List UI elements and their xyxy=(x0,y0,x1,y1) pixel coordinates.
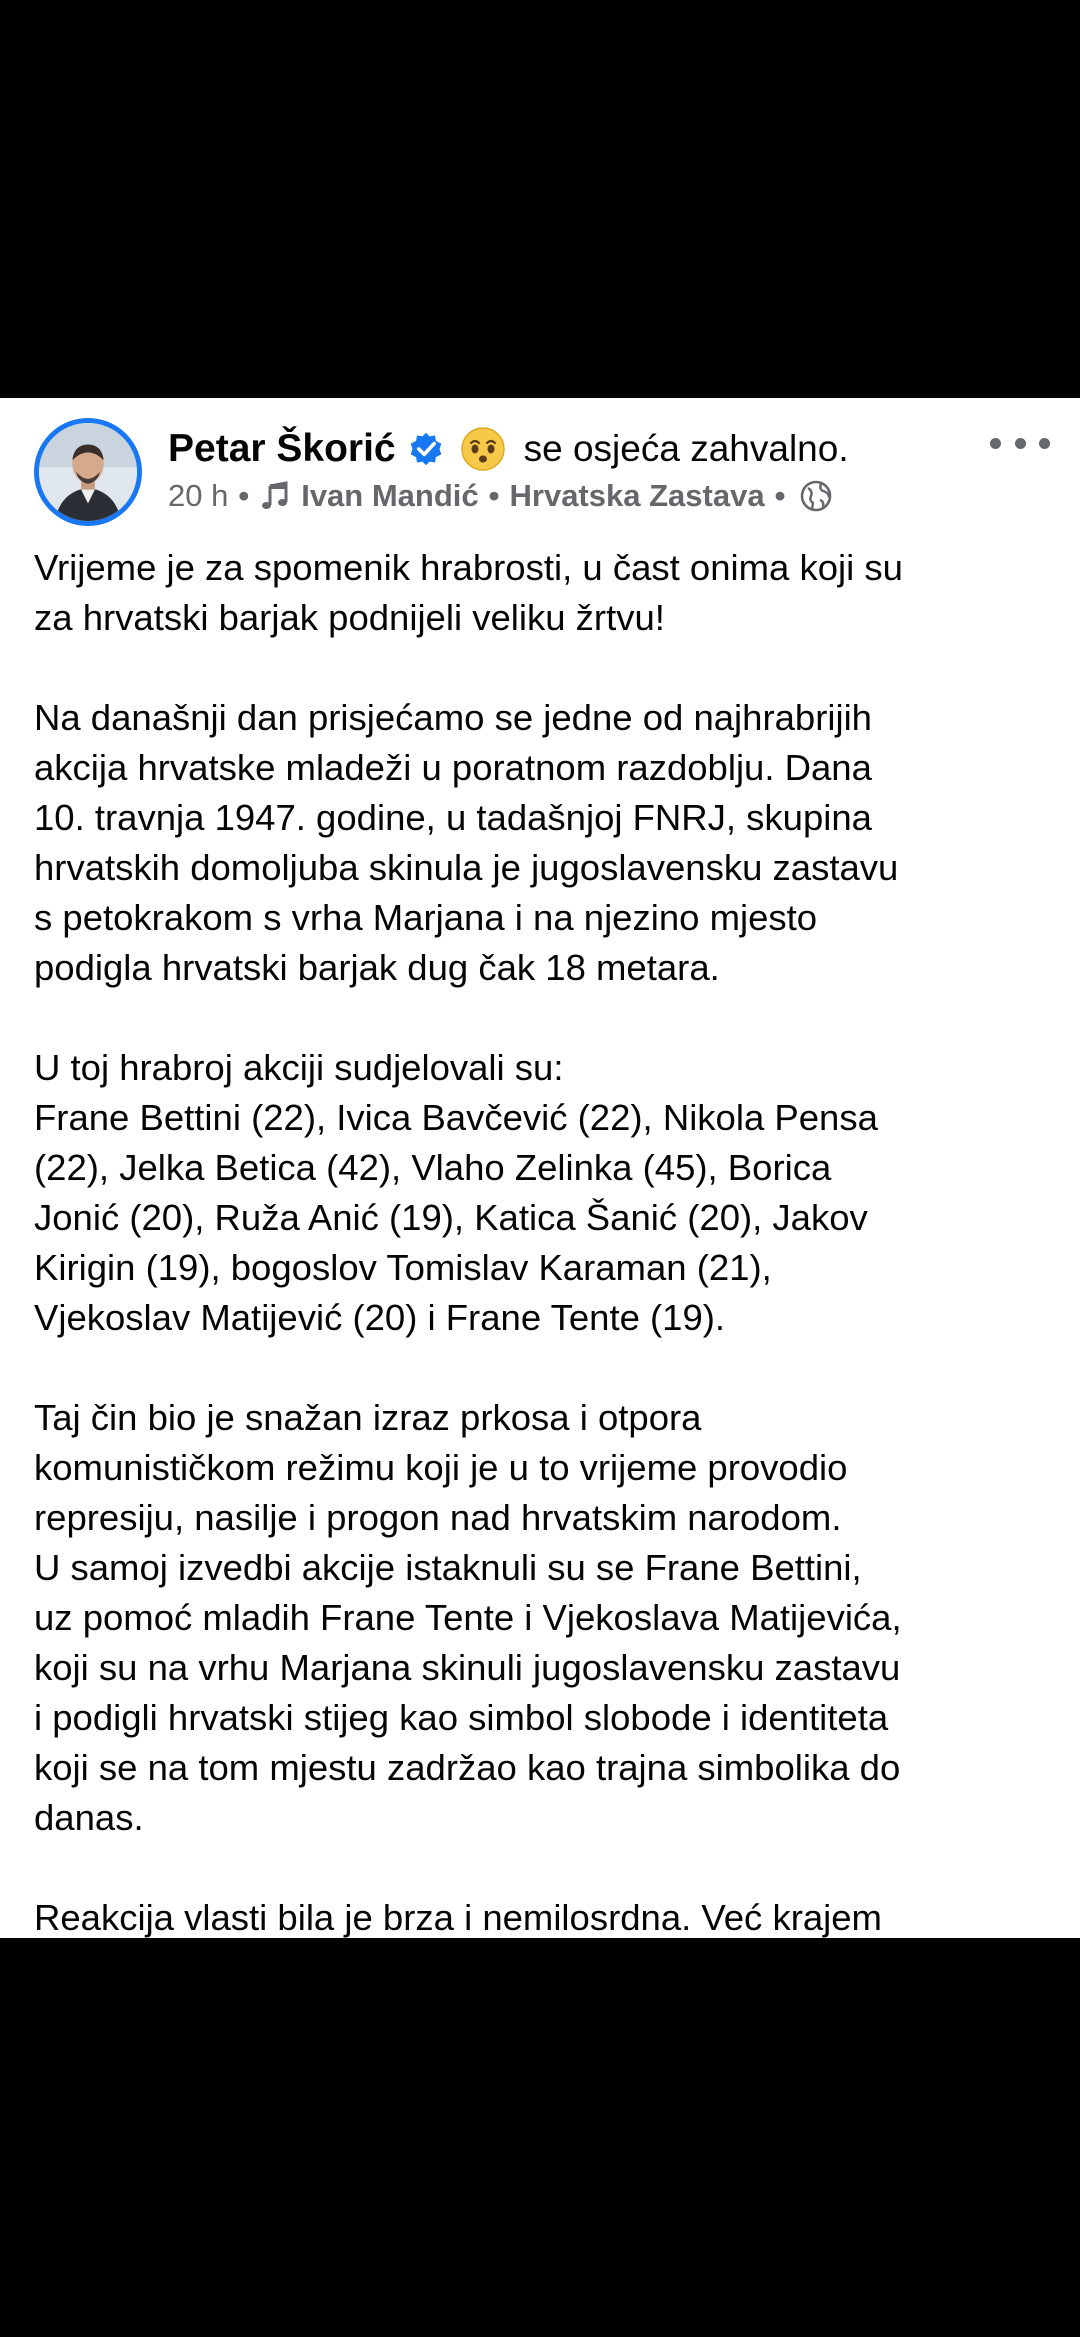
post-meta xyxy=(168,474,833,518)
grateful-face-emoji-icon xyxy=(460,426,506,472)
post-text-line: hrvatskih domoljuba skinula je jugoslavensku zastavu xyxy=(34,847,899,888)
post-text-line: uz pomoć mladih Frane Tente i Vjekoslava Matijevića, xyxy=(34,1597,902,1638)
ellipsis-icon xyxy=(1039,438,1050,449)
meta-separator: • xyxy=(488,478,500,513)
post-paragraph xyxy=(34,693,1054,993)
post-text-line: Taj čin bio je snažan izraz prkosa i otpora xyxy=(34,1397,702,1438)
post-time[interactable]: 20 h xyxy=(168,478,229,513)
bottom-black-area xyxy=(0,1938,1080,2337)
post-text-line: Vjekoslav Matijević (20) i Frane Tente (19). xyxy=(34,1297,726,1338)
post-text-line: koji se na tom mjestu zadržao kao trajna simbolika do xyxy=(34,1747,901,1788)
post-text xyxy=(34,543,1054,1938)
post-text-line: Na današnji dan prisjećamo se jedne od najhrabrijih xyxy=(34,697,872,738)
music-artist-link[interactable]: Ivan Mandić xyxy=(301,478,479,513)
post-paragraph xyxy=(34,543,1054,643)
post-text-line: koji su na vrhu Marjana skinuli jugoslavensku zastavu xyxy=(34,1647,901,1688)
post-text-line: za hrvatski barjak podnijeli veliku žrtvu! xyxy=(34,597,665,638)
meta-separator: • xyxy=(238,478,250,513)
music-note-icon xyxy=(259,480,291,512)
author-line xyxy=(168,424,849,474)
post-text-line: (22), Jelka Betica (42), Vlaho Zelinka (45), Borica xyxy=(34,1147,832,1188)
post-text-line: Frane Bettini (22), Ivica Bavčević (22), Nikola Pensa xyxy=(34,1097,878,1138)
avatar-photo xyxy=(39,423,137,521)
post-text-line: represiju, nasilje i progon nad hrvatskim narodom. xyxy=(34,1497,842,1538)
music-title-link[interactable]: Hrvatska Zastava xyxy=(509,478,765,513)
ellipsis-icon xyxy=(990,438,1001,449)
post-text-line: i podigli hrvatski stijeg kao simbol slobode i identiteta xyxy=(34,1697,889,1738)
author-name[interactable]: Petar Škorić xyxy=(168,427,396,470)
meta-separator: • xyxy=(774,478,786,513)
post-text-line: s petokrakom s vrha Marjana i na njezino mjesto xyxy=(34,897,818,938)
post-text-line: Vrijeme je za spomenik hrabrosti, u čast onima koji su xyxy=(34,547,903,588)
author-avatar[interactable] xyxy=(34,418,142,526)
post-text-line: akcija hrvatske mladeži u poratnom razdoblju. Dana xyxy=(34,747,872,788)
post-text-line: Jonić (20), Ruža Anić (19), Katica Šanić (20), Jakov xyxy=(34,1197,868,1238)
post-paragraph xyxy=(34,1393,1054,1843)
feeling-text: se osjeća zahvalno. xyxy=(523,428,849,469)
facebook-post xyxy=(0,398,1080,1938)
post-text-line: U samoj izvedbi akcije istaknuli su se Frane Bettini, xyxy=(34,1547,862,1588)
post-text-line: U toj hrabroj akciji sudjelovali su: xyxy=(34,1047,564,1088)
post-text-line: danas. xyxy=(34,1797,144,1838)
ellipsis-icon xyxy=(1015,438,1026,449)
post-text-line: podigla hrvatski barjak dug čak 18 metara. xyxy=(34,947,720,988)
post-paragraph xyxy=(34,1893,1054,1938)
more-options-button[interactable] xyxy=(990,428,1050,458)
post-paragraph xyxy=(34,1043,1054,1343)
verified-badge-icon xyxy=(408,431,444,467)
globe-icon[interactable] xyxy=(799,479,833,513)
post-text-line: 10. travnja 1947. godine, u tadašnjoj FNRJ, skupina xyxy=(34,797,872,838)
post-text-line: Reakcija vlasti bila je brza i nemilosrdna. Već krajem xyxy=(34,1897,882,1938)
post-text-line: komunističkom režimu koji je u to vrijeme provodio xyxy=(34,1447,848,1488)
post-text-line: Kirigin (19), bogoslov Tomislav Karaman (21), xyxy=(34,1247,772,1288)
top-black-area xyxy=(0,0,1080,398)
